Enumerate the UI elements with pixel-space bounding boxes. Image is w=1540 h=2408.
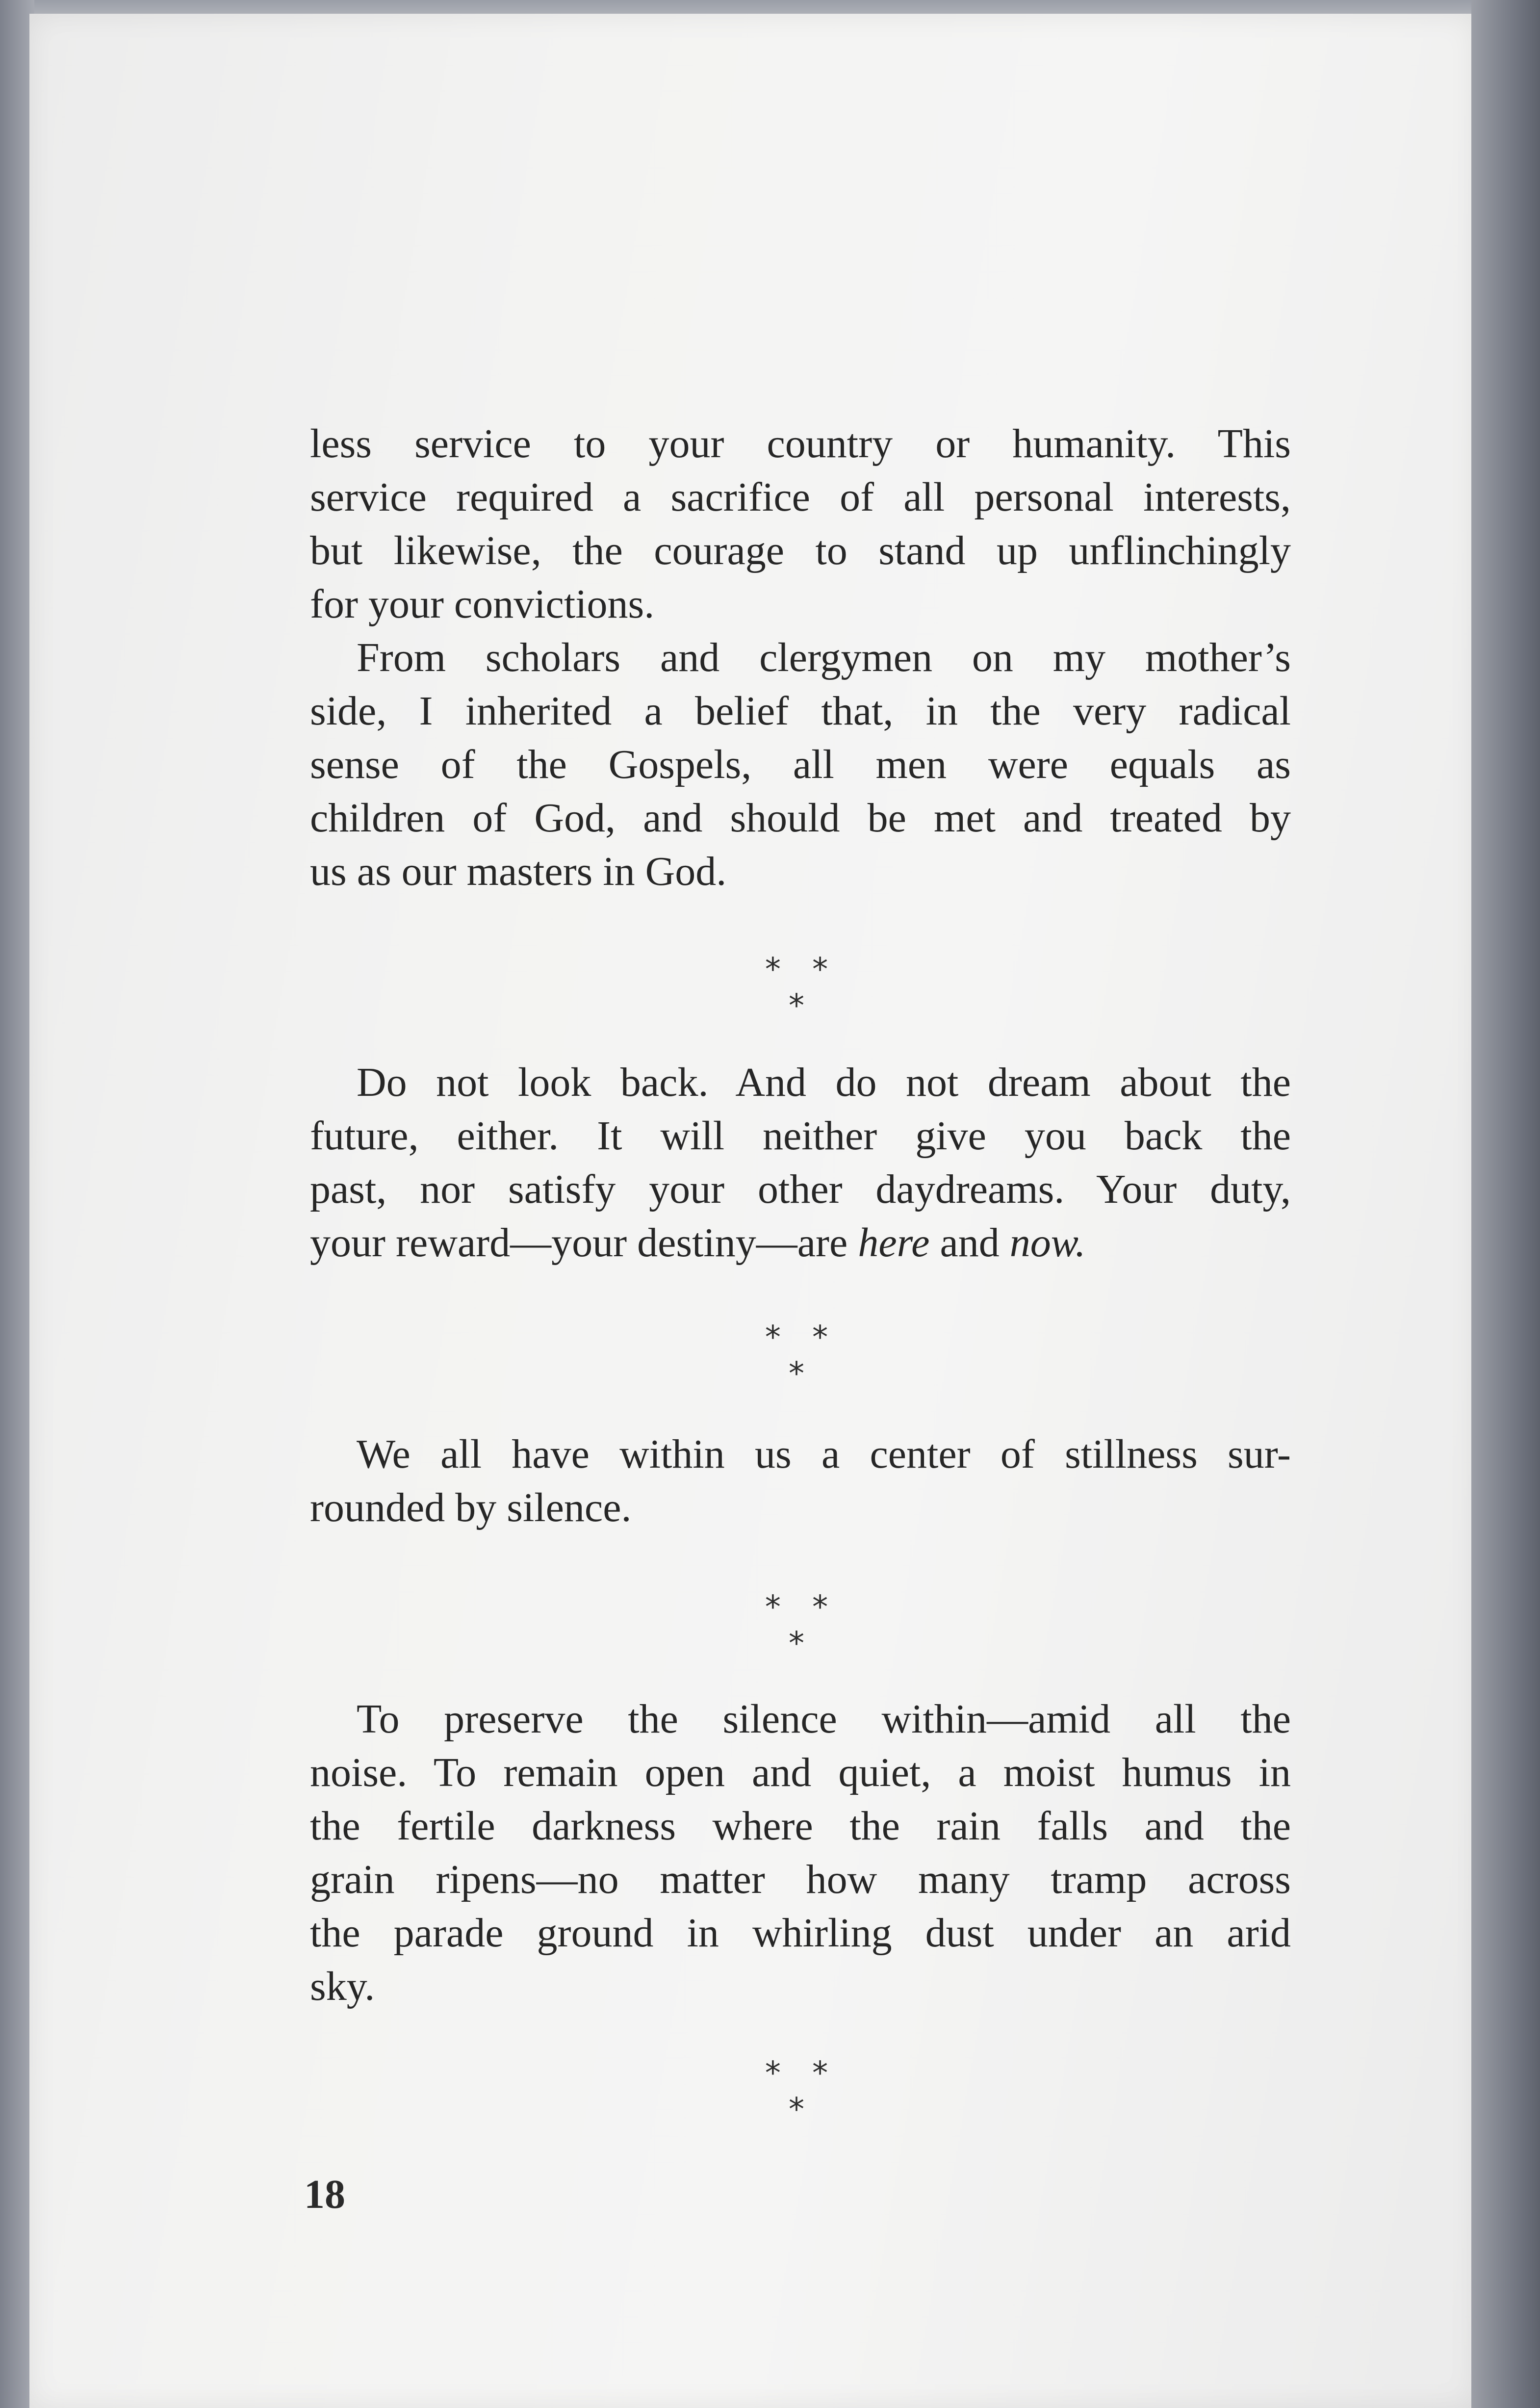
- section-separator: * * *: [765, 1589, 839, 1662]
- text-line: Do not look back. And do not dream about the: [357, 1060, 1291, 1105]
- text-line: past, nor satisfy your other daydreams. Your duty,: [310, 1166, 1291, 1212]
- text-line: service required a sacrifice of all personal interests,: [310, 474, 1291, 520]
- text-line: us as our masters in God.: [310, 849, 727, 894]
- text-line: From scholars and clergymen on my mother’s: [357, 635, 1291, 680]
- section-separator: * * *: [765, 1320, 839, 1392]
- paragraph-stillness: [310, 1427, 1291, 1534]
- text-line: side, I inherited a belief that, in the very radical: [310, 688, 1291, 734]
- text-line: We all have within us a center of stillness sur-: [357, 1431, 1291, 1477]
- text-line: future, either. It will neither give you back the: [310, 1113, 1291, 1159]
- scan-edge-right: [1471, 0, 1540, 2408]
- text-line: sense of the Gospels, all men were equals as: [310, 742, 1291, 787]
- paragraph-mothers-side: [310, 631, 1291, 898]
- text-line: To preserve the silence within—amid all the: [357, 1696, 1291, 1742]
- text-line: the parade ground in whirling dust under an arid: [310, 1910, 1291, 1956]
- text-segment: and: [929, 1220, 1010, 1266]
- text-line: the fertile darkness where the rain falls and the: [310, 1803, 1291, 1849]
- paragraph-preserve-silence: [310, 1692, 1291, 2013]
- text-line: but likewise, the courage to stand up unflinchingly: [310, 528, 1291, 573]
- text-line: noise. To remain open and quiet, a moist humus in: [310, 1750, 1291, 1795]
- text-line: children of God, and should be met and treated by: [310, 795, 1291, 841]
- section-separator: * * *: [765, 952, 839, 1024]
- text-line: for your convictions.: [310, 581, 655, 627]
- emphasis-now: now.: [1009, 1220, 1086, 1266]
- text-line: rounded by silence.: [310, 1485, 632, 1530]
- text-line: sky.: [310, 1964, 375, 2009]
- text-line-here-and-now: [310, 1216, 1291, 1269]
- text-segment: your reward—your destiny—are: [310, 1220, 858, 1266]
- section-separator: * * *: [765, 2055, 839, 2128]
- paragraph-do-not-look-back: [310, 1056, 1291, 1269]
- paragraph-continuation: [310, 417, 1291, 631]
- page-number: 18: [304, 2172, 345, 2217]
- emphasis-here: here: [858, 1220, 930, 1266]
- text-line: less service to your country or humanity. This: [310, 421, 1291, 466]
- text-line: grain ripens—no matter how many tramp across: [310, 1857, 1291, 1902]
